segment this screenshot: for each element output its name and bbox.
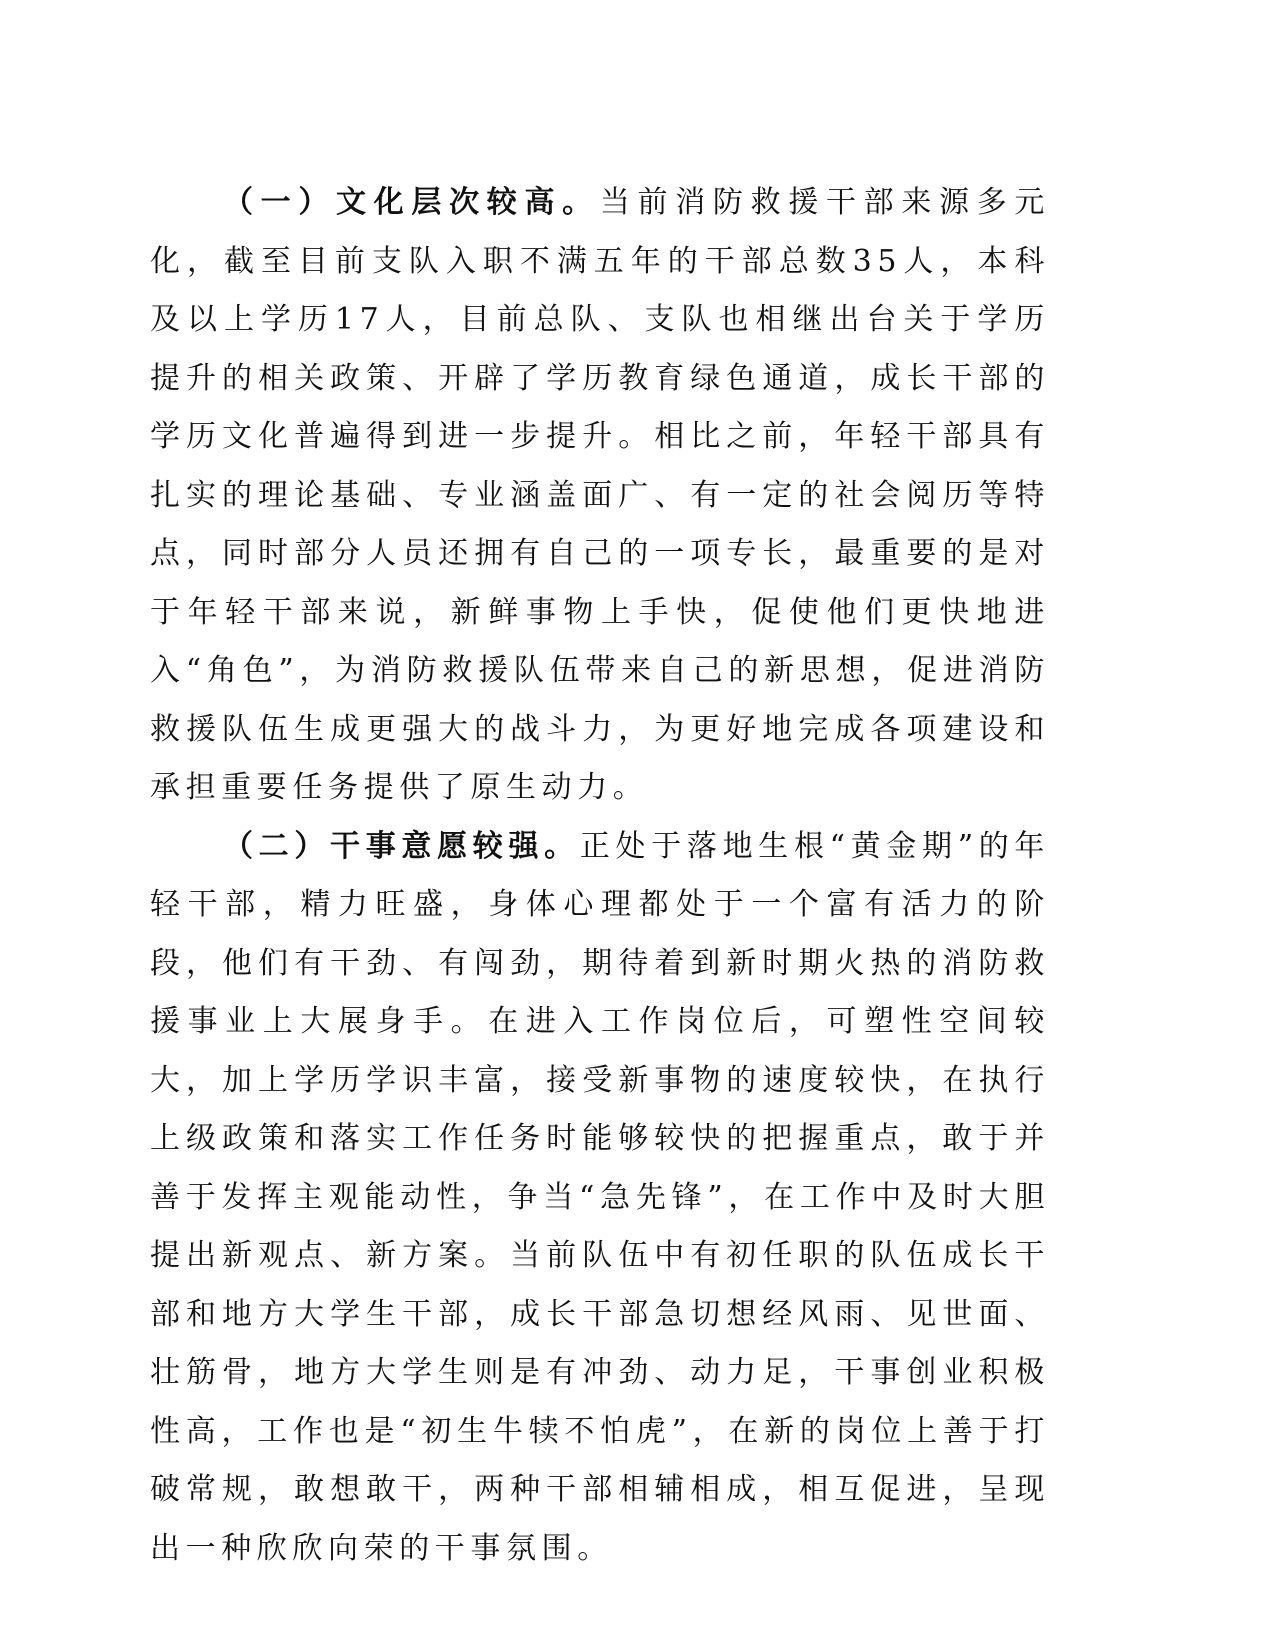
paragraph-body: 正处于落地生根“黄金期”的年轻干部，精力旺盛，身体心理都处于一个富有活力的阶段，他们有干劲、有闯劲，期待着到新时期火热的消防救援事业上大展身手。在进入工作岗位后，可塑性空间较大，加上学历学识丰富，接受新事物的速度较快，在执行上级政策和落实工作任务时能够较快的把握重点，敢于并善于发挥主观能动性，争当“急先锋”，在工作中及时大胆提出新观点、新方案。当前队伍中有初任职的队伍成长干部和地方大学生干部，成长干部急切想经风雨、见世面、壮筋骨，地方大学生则是有冲劲、动力足，干事创业积极性高，工作也是“初生牛犊不怕虎”，在新的岗位上善于打破常规，敢想敢干，两种干部相辅相成，相互促进，呈现出一种欣欣向荣的干事氛围。 — [150, 828, 1051, 1566]
paragraph-heading: （一）文化层次较高。 — [223, 185, 600, 220]
paragraph-body: 当前消防救援干部来源多元化，截至目前支队入职不满五年的干部总数35人，本科及以上学历17人，目前总队、支队也相继出台关于学历提升的相关政策、开辟了学历教育绿色通道，成长干部的学历文化普遍得到进一步提升。相比之前，年轻干部具有扎实的理论基础、专业涵盖面广、有一定的社会阅历等特点，同时部分人员还拥有自己的一项专长，最重要的是对于年轻干部来说，新鲜事物上手快，促使他们更快地进入“角色”，为消防救援队伍带来自己的新思想，促进消防救援队伍生成更强大的战斗力，为更好地完成各项建设和承担重要任务提供了原生动力。 — [150, 185, 1051, 805]
paragraph-work-willingness — [150, 818, 1050, 1579]
paragraph-cultural-level — [150, 174, 1050, 818]
paragraph-heading: （二）干事意愿较强。 — [223, 828, 580, 864]
document-body — [150, 174, 1050, 1578]
